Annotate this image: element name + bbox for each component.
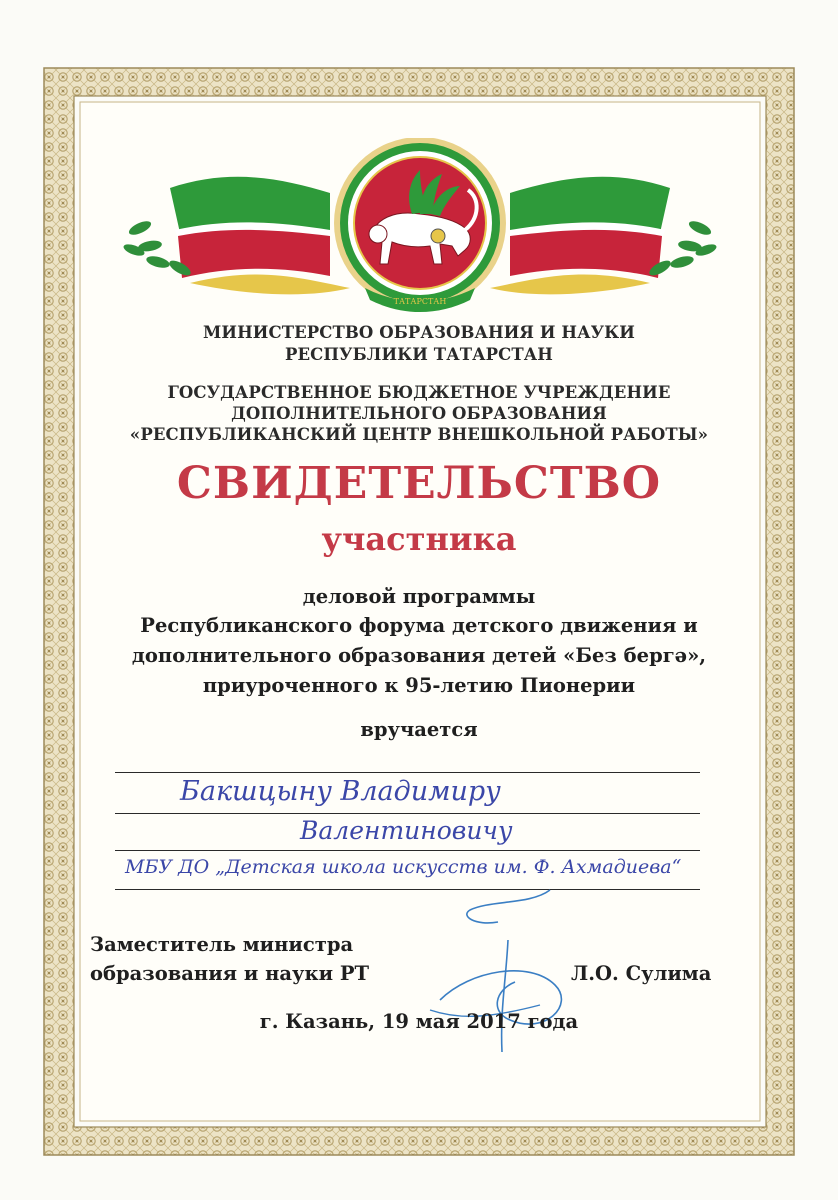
ribbon-red-left [178,230,330,278]
signatory-name: Л.О. Сулима [571,962,712,985]
body-line2: Республиканского форума детского движения и [140,614,698,637]
recipient-name: Бакшцыну Владимиру [180,776,501,807]
handwritten-signature [420,870,620,1070]
recipient-rule-2 [115,813,700,814]
ministry-line2: РЕСПУБЛИКИ ТАТАРСТАН [285,345,553,364]
place-date: г. Казань, 19 мая 2017 года [259,1010,579,1033]
institution-line1: ГОСУДАРСТВЕННОЕ БЮДЖЕТНОЕ УЧРЕЖДЕНИЕ [167,383,671,402]
recipient-rule-3 [115,850,700,851]
body-line1: деловой программы [302,585,536,608]
recipient-rule-1 [115,772,700,773]
body-line4: приуроченного к 95-летию Пионерии [202,674,636,697]
awarded-label: вручается [360,718,478,741]
body-line3: дополнительного образования детей «Без бергә», [131,644,707,667]
ribbon-red-right [510,230,662,278]
signatory-position-line2: образования и науки РТ [90,962,369,985]
institution-line2: ДОПОЛНИТЕЛЬНОГО ОБРАЗОВАНИЯ [231,404,607,423]
recipient-organization: МБУ ДО „Детская школа искусств им. Ф. Ахмадиева“ [125,856,682,878]
signatory-position-line1: Заместитель министра [90,933,354,956]
certificate-subtitle: участника [321,520,517,558]
recipient-patronymic: Валентиновичу [300,816,513,845]
tatarstan-emblem [120,138,720,318]
institution-line3: «РЕСПУБЛИКАНСКИЙ ЦЕНТР ВНЕШКОЛЬНОЙ РАБОТЫ» [129,425,709,444]
emblem-motto: ТАТАРСТАН [393,297,447,306]
certificate-title: СВИДЕТЕЛЬСТВО [176,458,662,509]
ministry-line1: МИНИСТЕРСТВО ОБРАЗОВАНИЯ И НАУКИ [203,323,635,342]
